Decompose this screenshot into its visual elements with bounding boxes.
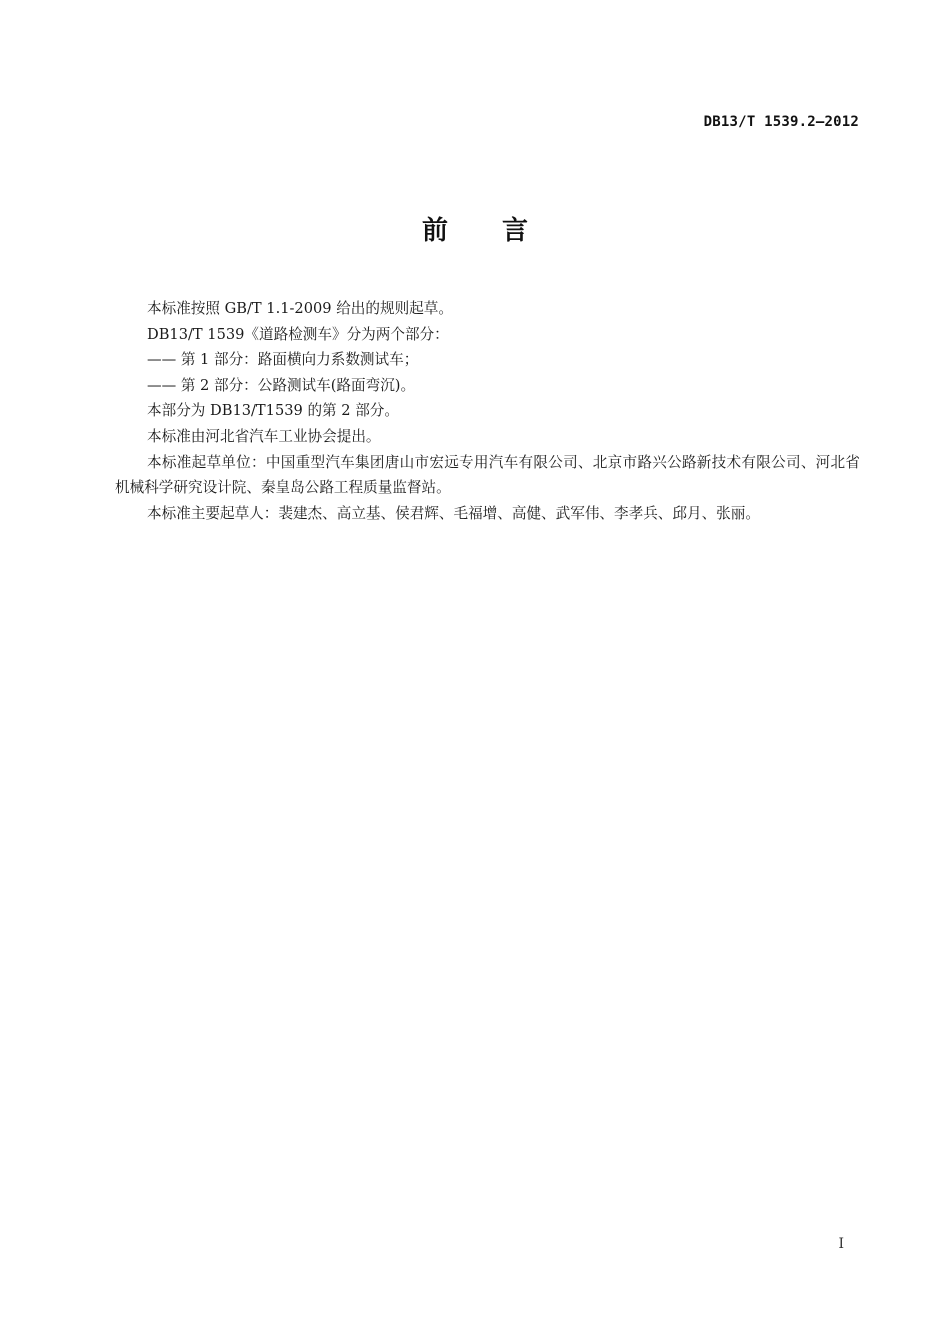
page-title: 前言: [421, 216, 582, 246]
foreword-body: [115, 296, 860, 526]
document-code: DB13/T 1539.2—2012: [703, 114, 859, 130]
paragraph-proposer: 本标准由河北省汽车工业协会提出。: [147, 427, 381, 445]
paragraph-drafters: 本标准主要起草人：裴建杰、高立基、侯君辉、毛福增、高健、武军伟、李孝兵、邱月、张丽。: [147, 504, 760, 522]
paragraph-drafting-rules: 本标准按照 GB/T 1.1-2009 给出的规则起草。: [147, 300, 453, 317]
paragraph-parts-intro: DB13/T 1539《道路检测车》分为两个部分：: [147, 325, 449, 343]
paragraph-part-1: —— 第 1 部分：路面横向力系数测试车；: [147, 351, 419, 369]
page-number: I: [838, 1236, 844, 1252]
paragraph-part-2: —— 第 2 部分：公路测试车(路面弯沉)。: [147, 376, 416, 394]
paragraph-drafting-units: 本标准起草单位：中国重型汽车集团唐山市宏远专用汽车有限公司、北京市路兴公路新技术有限公司、河北省机械科学研究设计院、秦皇岛公路工程质量监督站。: [115, 453, 860, 497]
paragraph-this-part: 本部分为 DB13/T1539 的第 2 部分。: [147, 402, 399, 420]
